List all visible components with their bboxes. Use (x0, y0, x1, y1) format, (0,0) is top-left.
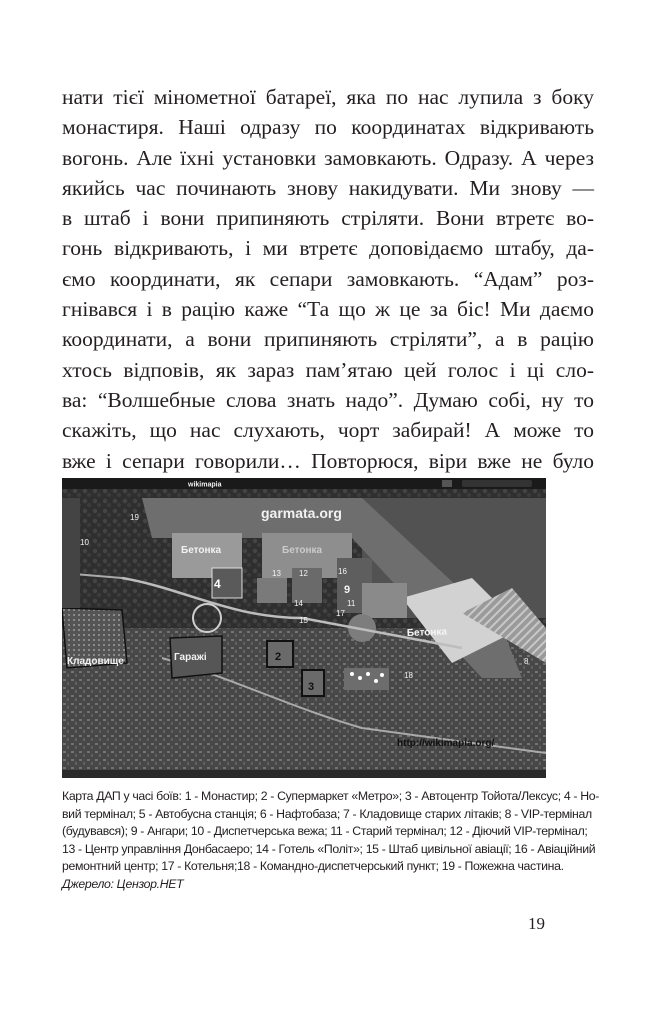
map-number: 17 (336, 609, 345, 618)
caption-line: вий термінал; 5 - Автобусна станція; 6 - Нафтобаза; 7 - Кладовище старих літаків; 8 - VIP-термінал (62, 806, 592, 821)
map-label-garages: Гаражі (174, 652, 207, 663)
body-line: ємо координати, як сепари замовкають. “Адам” роз- (62, 266, 594, 291)
map-number: 8 (524, 657, 529, 666)
map-label-cemetery: Кладовище (67, 656, 124, 667)
body-line: якийсь час починають знову накидувати. Ми знову — (62, 175, 594, 200)
map-number: 16 (338, 567, 347, 576)
page-number: 19 (528, 914, 545, 933)
map-image (62, 478, 546, 778)
map-number: 19 (130, 513, 139, 522)
map-number: 13 (272, 569, 281, 578)
caption-line: (будувався); 9 - Ангари; 10 - Диспетчерська вежа; 11 - Старий термінал; 12 - Діючий VIP-термінал; (62, 824, 588, 839)
map-number: 4 (214, 577, 221, 591)
map-label-betonka: Бетонка (181, 545, 222, 556)
figure-caption (62, 788, 599, 894)
caption-line: Карта ДАП у часі боїв: 1 - Монастир; 2 - Супермаркет «Метро»; 3 - Автоцентр Тойота/Лексус; 4 - Но- (62, 789, 599, 803)
body-line: координати, а вони припиняють стріляти”, а в рацію (62, 327, 594, 352)
map-watermark: garmata.org (261, 505, 342, 521)
caption-line: ремонтний центр; 17 - Котельня;18 - Командно-диспетчерський пункт; 19 - Пожежна частина. (62, 859, 564, 874)
body-line: гонь відкривають, і ми втретє доповідаємо штабу, да- (62, 236, 594, 261)
airport-map-figure (62, 478, 546, 778)
map-number: 2 (275, 651, 282, 663)
map-number: 3 (308, 681, 315, 693)
body-line: ва: “Волшебные слова знать надо”. Думаю собі, ну то (62, 387, 594, 412)
map-url: http://wikimapia.org/ (397, 738, 495, 749)
map-label-betonka: Бетонка (406, 626, 448, 639)
body-line: вже і сепари говорили… Повторюся, віри вже не було (62, 448, 594, 473)
caption-source: Джерело: Цензор.НЕТ (62, 876, 184, 891)
body-line: вогонь. Але їхні установки замовкають. Одразу. А через (62, 145, 594, 170)
map-number: 12 (299, 569, 308, 578)
map-number: 11 (347, 599, 356, 608)
body-line: монастиря. Наші одразу по координатах відкривають (62, 115, 594, 140)
body-line: хтось відповів, як зараз пам’ятаю цей голос і ці сло- (62, 357, 594, 382)
map-number: 18 (404, 671, 413, 680)
map-number: 14 (294, 599, 303, 608)
map-number: 9 (344, 584, 351, 596)
caption-line: 13 - Центр управління Донбасаеро; 14 - Готель «Політ»; 15 - Штаб цивільної авіації; 16 - Авіаційний (62, 841, 596, 856)
map-label-betonka: Бетонка (282, 545, 323, 556)
body-text (62, 82, 594, 506)
body-line: скажіть, що нас слухають, чорт забирай! А може то (62, 418, 594, 443)
body-line: нати тієї мінометної батареї, яка по нас лупила з боку (62, 85, 594, 109)
map-number: 15 (299, 616, 308, 625)
map-number: 10 (80, 538, 89, 547)
wikimapia-logo: wikimapia (188, 481, 222, 489)
body-line: в штаб і вони припиняють стріляти. Вони втретє во- (62, 206, 594, 231)
body-line: гнівався і в рацію каже “Та що ж це за біс! Ми даємо (62, 297, 594, 322)
